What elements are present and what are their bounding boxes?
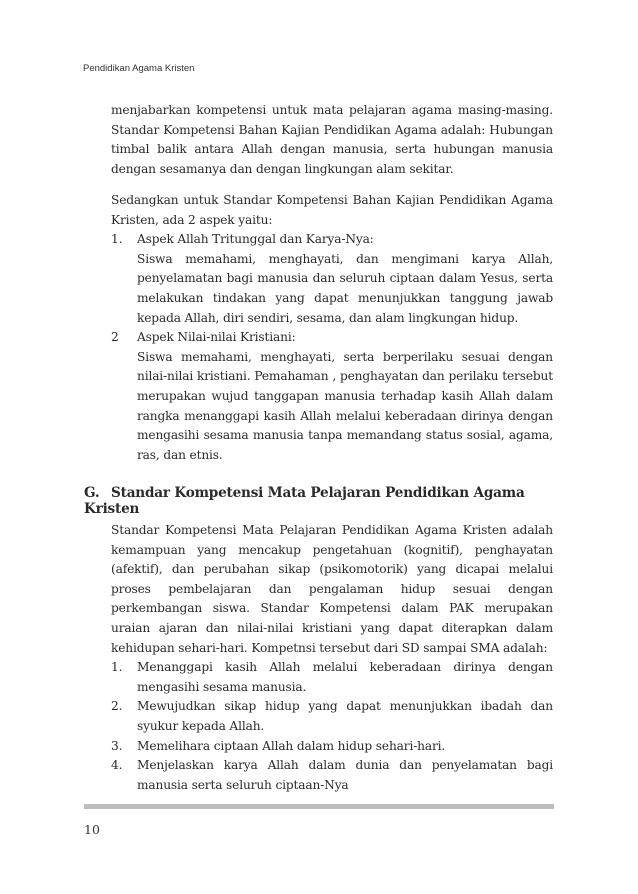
running-header: Pendidikan Agama Kristen [83, 63, 195, 74]
section-title: Standar Kompetensi Mata Pelajaran Pendidikan Agama Kristen [84, 485, 525, 517]
aspect-number: 2 [111, 330, 119, 345]
competency-item [111, 658, 553, 697]
competency-text: Mewujudkan sikap hidup yang dapat menunjukkan ibadah dan syukur kepada Allah. [137, 699, 553, 733]
section-heading [84, 485, 554, 517]
page-number: 10 [84, 822, 100, 837]
aspect-title: Aspek Allah Tritunggal dan Karya-Nya: [137, 232, 374, 247]
competency-text: Memelihara ciptaan Allah dalam hidup sehari-hari. [137, 738, 446, 753]
competency-number: 3. [111, 738, 123, 753]
competency-text: Menjelaskan karya Allah dalam dunia dan penyelamatan bagi manusia serta seluruh ciptaan-Nya [137, 758, 553, 792]
competency-item [111, 756, 553, 795]
footer-rule [84, 804, 554, 809]
aspect-text: Siswa memahami, menghayati, dan mengimani karya Allah, penyelamatan bagi manusia dan seluruh ciptaan dalam Yesus, serta melakukan tindakan yang dapat menunjukkan tanggung jawab kepada Allah, diri sendiri, sesama, dan alam lingkungan hidup. [137, 251, 553, 325]
competency-number: 4. [111, 758, 123, 773]
aspect-item [111, 328, 553, 465]
aspect-text: Siswa memahami, menghayati, serta berperilaku sesuai dengan nilai-nilai kristiani. Pemahaman , penghayatan dan perilaku tersebut merupakan wujud tanggapan manusia terhadap kasih Allah dalam rangka menanggapi kasih Allah melalui keberadaan dirinya dengan mengasihi sesama manusia tanpa memandang status sosial, agama, ras, dan etnis. [137, 349, 553, 462]
aspect-item [111, 230, 553, 328]
competency-item [111, 737, 553, 757]
competency-item [111, 697, 553, 736]
competency-number: 1. [111, 660, 123, 675]
competency-text: Menanggapi kasih Allah melalui keberadaan dirinya dengan mengasihi sesama manusia. [137, 660, 553, 694]
section-g-body [111, 521, 553, 795]
competency-number: 2. [111, 699, 123, 714]
aspect-title: Aspek Nilai-nilai Kristiani: [137, 330, 296, 345]
aspects-intro: Sedangkan untuk Standar Kompetensi Bahan Kajian Pendidikan Agama Kristen, ada 2 aspek yaitu: [111, 193, 553, 227]
section-letter: G. [84, 485, 100, 501]
aspect-number: 1. [111, 232, 123, 247]
aspects-block [111, 191, 553, 465]
continuation-paragraph: menjabarkan kompetensi untuk mata pelajaran agama masing-masing. Standar Kompetensi Bahan Kajian Pendidikan Agama adalah: Hubungan timbal balik antara Allah dengan manusia, serta hubungan manusia dengan sesamanya dan dengan lingkungan alam sekitar. [111, 103, 553, 176]
section-g-intro: Standar Kompetensi Mata Pelajaran Pendidikan Agama Kristen adalah kemampuan yang mencakup pengetahuan (kognitif), penghayatan (afektif), dan perubahan sikap (psikomotorik) yang dicapai melalui proses pembelajaran dan pengalaman hidup sesuai dengan perkembangan siswa. Standar Kompetensi dalam PAK merupakan uraian ajaran dan nilai-nilai kristiani yang dapat diterapkan dalam kehidupan sehari-hari. Kompetnsi tersebut dari SD sampai SMA adalah: [111, 523, 553, 655]
